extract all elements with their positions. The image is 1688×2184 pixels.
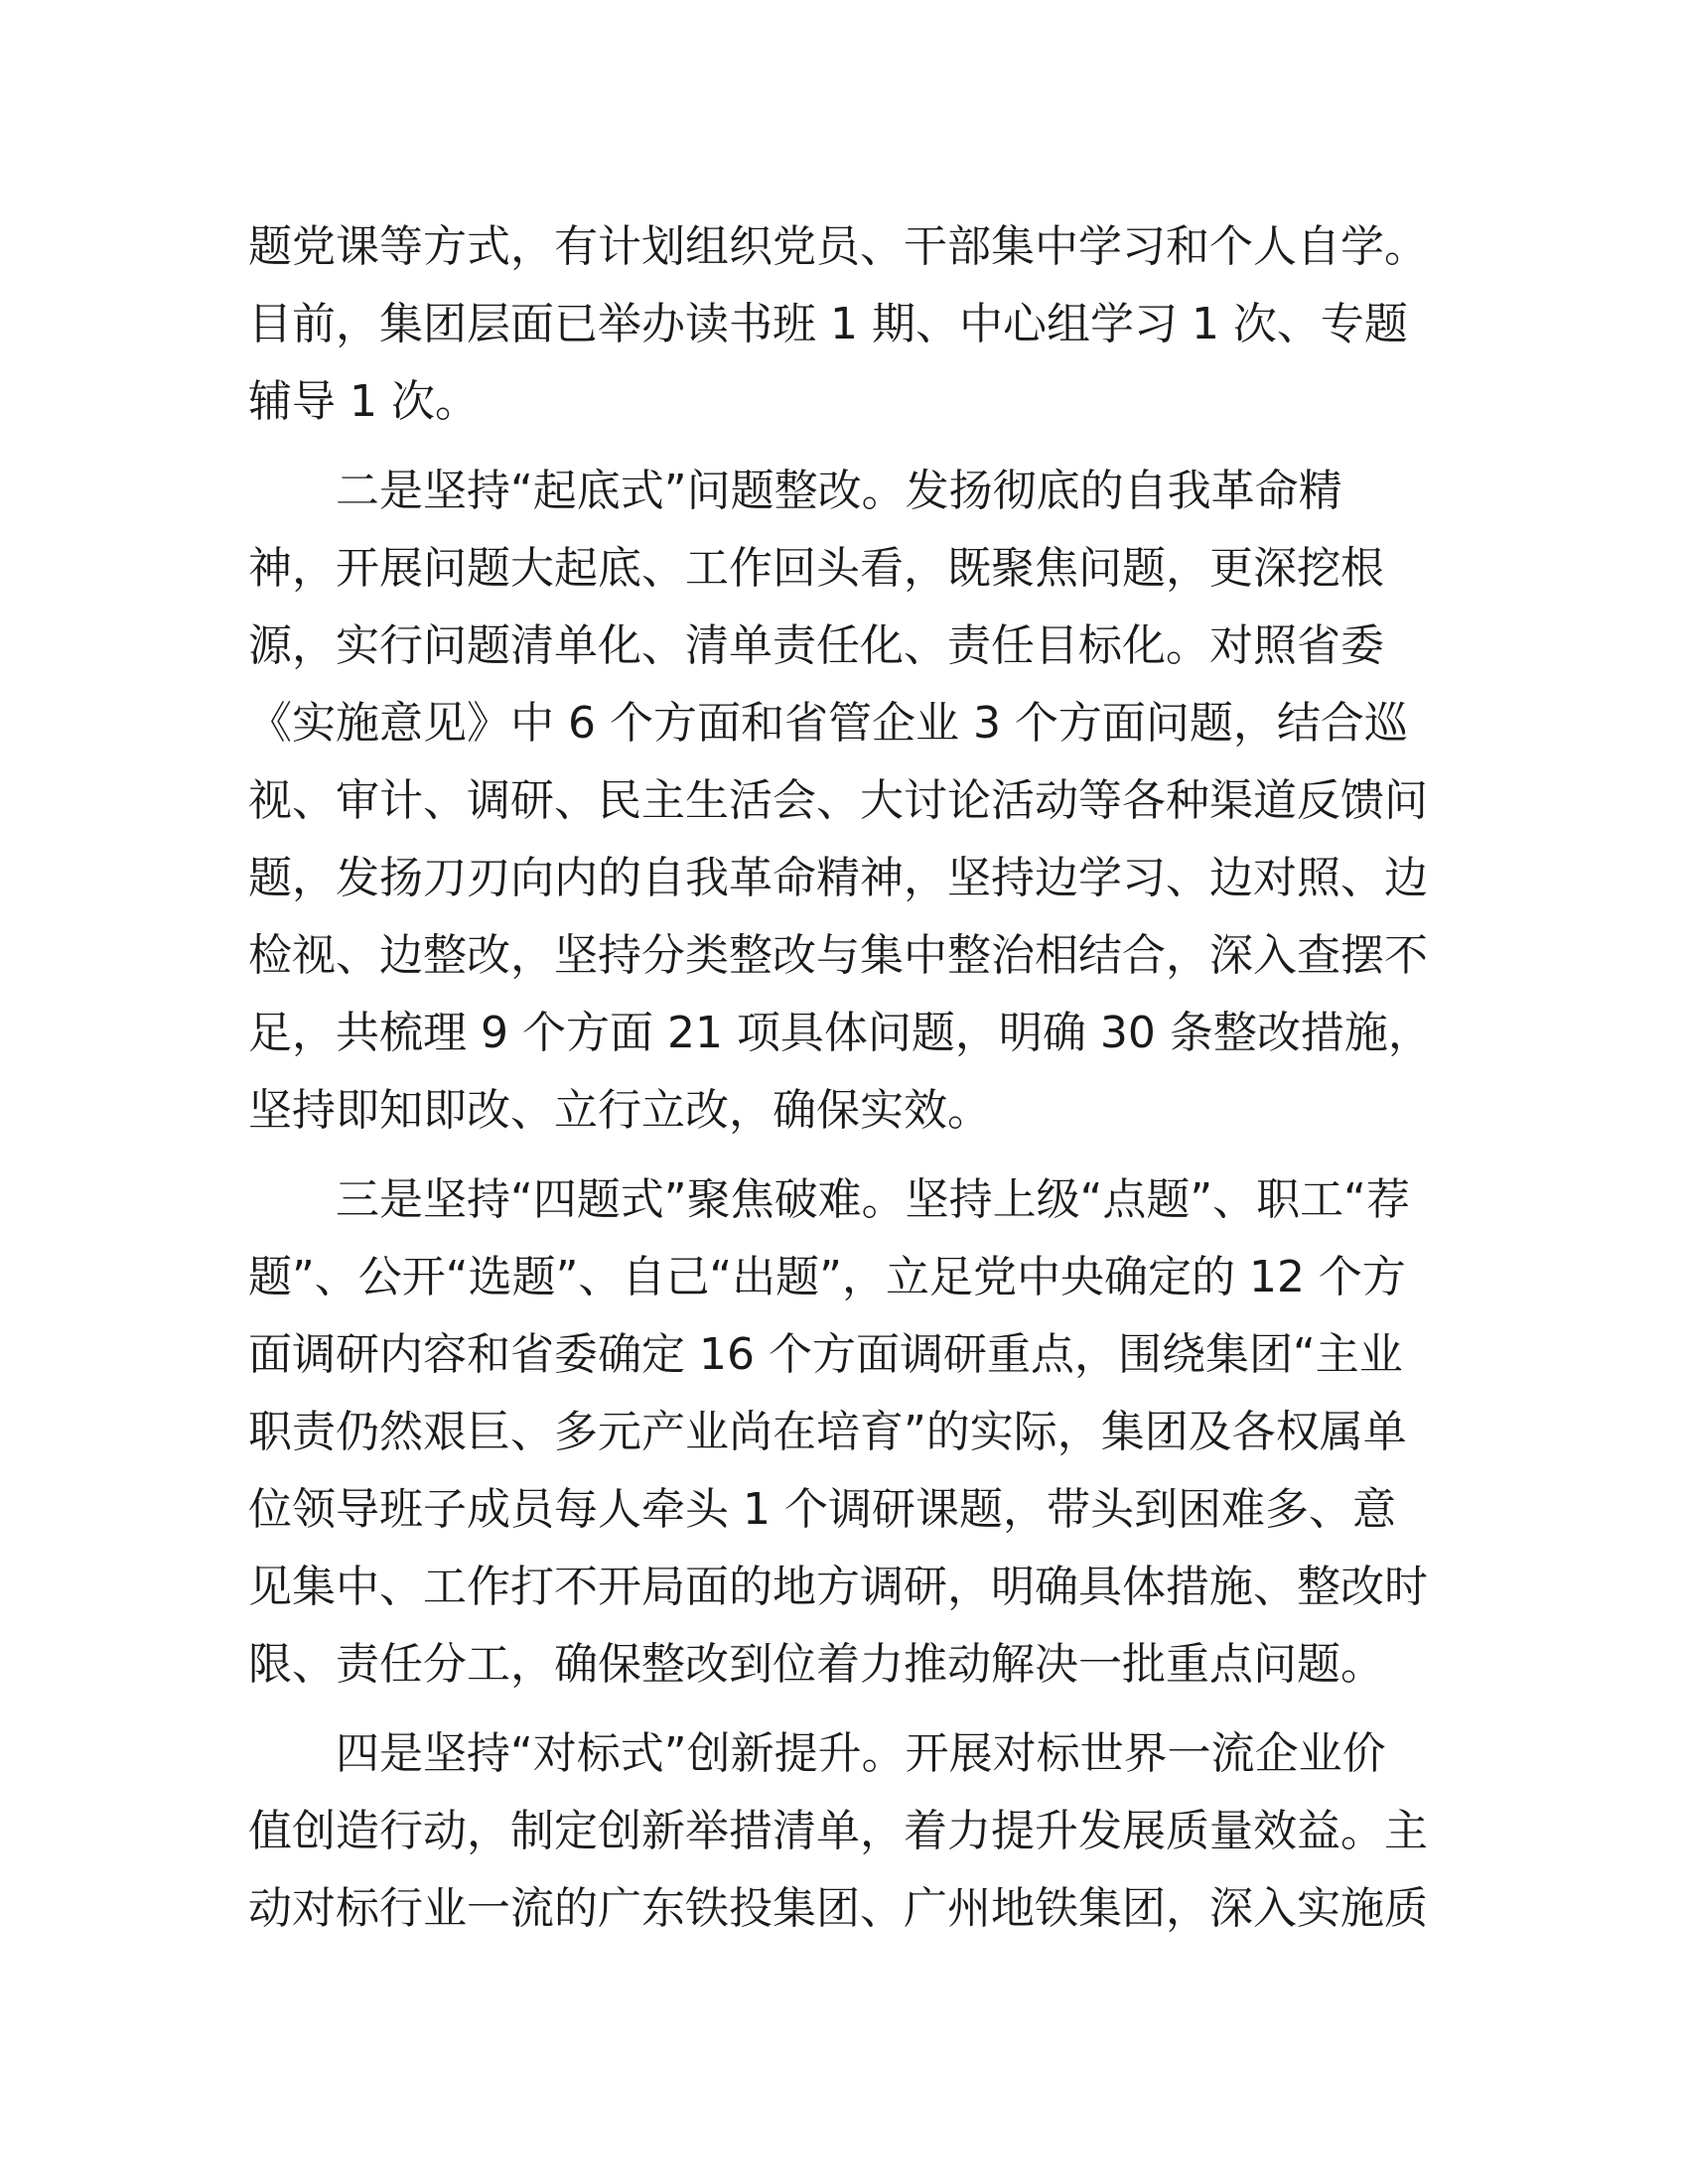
text-line: 辅导 1 次。 (248, 376, 479, 427)
text-line: 见集中、工作打不开局面的地方调研，明确具体措施、整改时 (248, 1562, 1428, 1612)
text-line: 神，开展问题大起底、工作回头看，既聚焦问题，更深挖根 (248, 543, 1384, 594)
text-line: 职责仍然艰巨、多元产业尚在培育”的实际，集团及各权属单 (248, 1407, 1407, 1457)
text-line: 坚持即知即改、立行立改，确保实效。 (248, 1085, 991, 1136)
text-line: 检视、边整改，坚持分类整改与集中整治相结合，深入查摆不 (248, 930, 1428, 981)
text-line: 位领导班子成员每人牵头 1 个调研课题，带头到困难多、意 (248, 1484, 1396, 1535)
document-body (248, 208, 1440, 1960)
text-line: 值创造行动，制定创新举措清单，着力提升发展质量效益。主 (248, 1806, 1428, 1856)
text-line: 目前，集团层面已举办读书班 1 期、中心组学习 1 次、专题 (248, 299, 1408, 349)
text-line: 限、责任分工，确保整改到位着力推动解决一批重点问题。 (248, 1639, 1384, 1690)
paragraph-point-four (248, 1715, 1440, 1948)
paragraph-point-three (248, 1161, 1440, 1704)
text-line: 源，实行问题清单化、清单责任化、责任目标化。对照省委 (248, 620, 1384, 671)
text-line: 面调研内容和省委确定 16 个方面调研重点，围绕集团“主业 (248, 1329, 1403, 1380)
text-line: 四是坚持“对标式”创新提升。开展对标世界一流企业价 (336, 1728, 1386, 1779)
paragraph-point-two (248, 453, 1440, 1150)
text-line: 二是坚持“起底式”问题整改。发扬彻底的自我革命精 (336, 466, 1342, 516)
text-line: 题党课等方式，有计划组织党员、干部集中学习和个人自学。 (248, 221, 1428, 272)
text-line: 《实施意见》中 6 个方面和省管企业 3 个方面问题，结合巡 (248, 698, 1408, 749)
text-line: 视、审计、调研、民主生活会、大讨论活动等各种渠道反馈问 (248, 775, 1428, 826)
text-line: 题”、公开“选题”、自己“出题”，立足党中央确定的 12 个方 (248, 1252, 1406, 1302)
text-line: 三是坚持“四题式”聚焦破难。坚持上级“点题”、职工“荐 (336, 1174, 1410, 1225)
text-line: 足，共梳理 9 个方面 21 项具体问题，明确 30 条整改措施， (248, 1008, 1432, 1058)
text-line: 题，发扬刀刃向内的自我革命精神，坚持边学习、边对照、边 (248, 853, 1428, 903)
text-line: 动对标行业一流的广东铁投集团、广州地铁集团，深入实施质 (248, 1883, 1428, 1934)
paragraph-study-continuation (248, 208, 1440, 441)
